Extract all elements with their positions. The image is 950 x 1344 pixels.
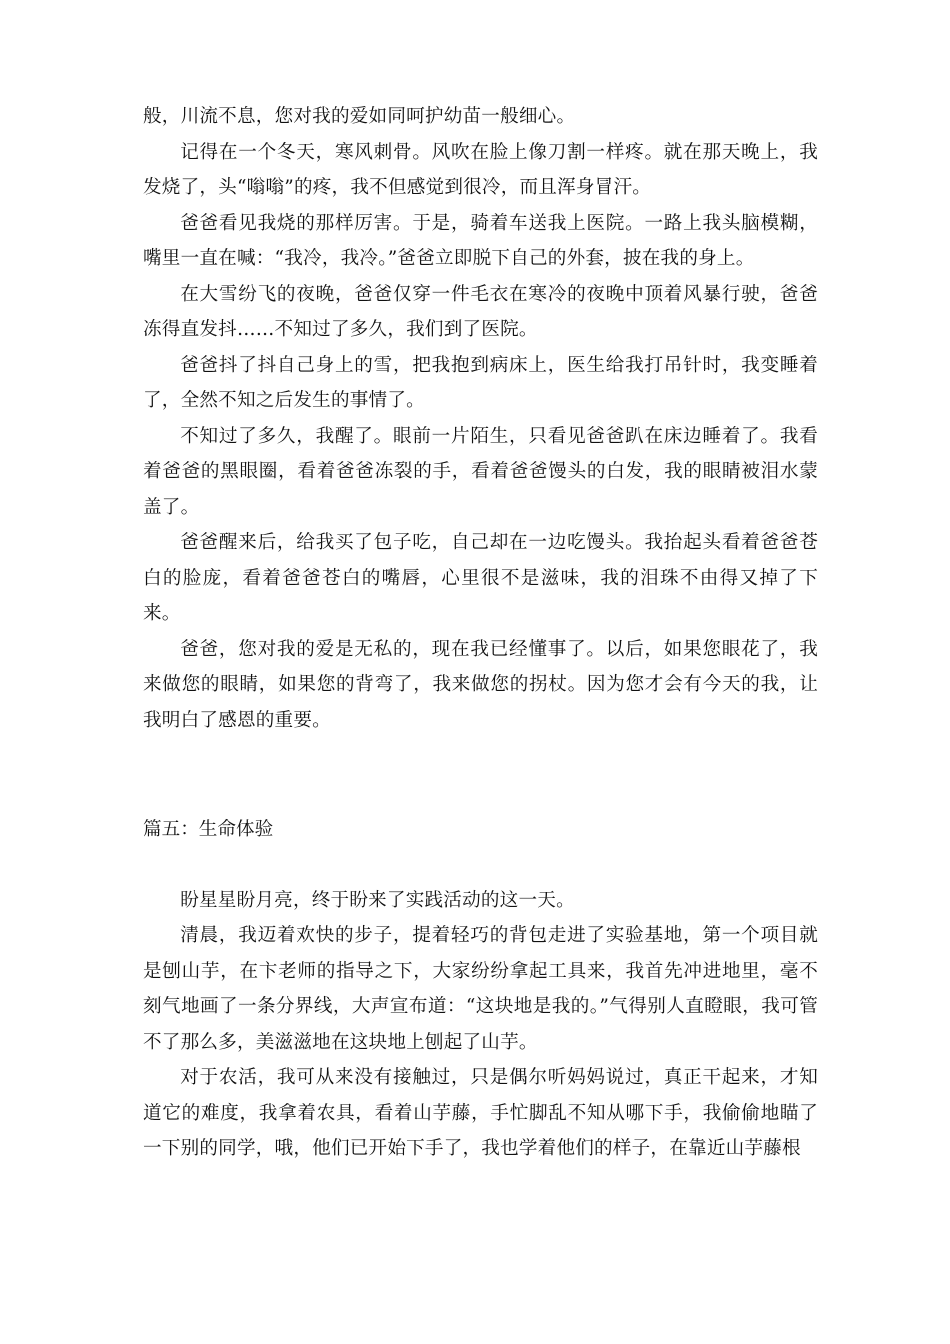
paragraph-7: 爸爸醒来后，给我买了包子吃，自己却在一边吃馒头。我抬起头看着爸爸苍白的脸庞，看着爸爸苍白的嘴唇，心里很不是滋味，我的泪珠不由得又掉了下来。 bbox=[143, 532, 818, 624]
paragraph-3: 爸爸看见我烧的那样厉害。于是，骑着车送我上医院。一路上我头脑模糊，嘴里一直在喊：“我冷，我冷。”爸爸立即脱下自己的外套，披在我的身上。 bbox=[143, 212, 818, 269]
paragraph-8: 爸爸，您对我的爱是无私的，现在我已经懂事了。以后，如果您眼花了，我来做您的眼睛，如果您的背弯了，我来做您的拐杖。因为您才会有今天的我，让我明白了感恩的重要。 bbox=[143, 638, 818, 731]
paragraph-1: 般，川流不息，您对我的爱如同呵护幼苗一般细心。 bbox=[143, 106, 576, 127]
paragraph-6: 不知过了多久，我醒了。眼前一片陌生，只看见爸爸趴在床边睡着了。我看着爸爸的黑眼圈，看着爸爸冻裂的手，看着爸爸馒头的白发，我的眼睛被泪水蒙盖了。 bbox=[143, 425, 818, 518]
paragraph-2: 记得在一个冬天，寒风刺骨。风吹在脸上像刀割一样疼。就在那天晚上，我发烧了，头“嗡嗡”的疼，我不但感觉到很冷，而且浑身冒汗。 bbox=[143, 141, 818, 198]
paragraph-10: 清晨，我迈着欢快的步子，提着轻巧的背包走进了实验基地，第一个项目就是刨山芋，在卞老师的指导之下，大家纷纷拿起工具来，我首先冲进地里，毫不刻气地画了一条分界线，大声宣布道：“这块地是我的。”气得别人直瞪眼，我可管不了那么多，美滋滋地在这块地上刨起了山芋。 bbox=[143, 925, 818, 1053]
section-heading: 篇五：生命体验 bbox=[143, 819, 274, 840]
paragraph-4: 在大雪纷飞的夜晚，爸爸仅穿一件毛衣在寒冷的夜晚中顶着风暴行驶，爸爸冻得直发抖……不知过了多久，我们到了医院。 bbox=[143, 283, 818, 340]
section-spacer bbox=[143, 848, 818, 883]
paragraph-5: 爸爸抖了抖自己身上的雪，把我抱到病床上，医生给我打吊针时，我变睡着了，全然不知之后发生的事情了。 bbox=[143, 354, 818, 411]
paragraph-9: 盼星星盼月亮，终于盼来了实践活动的这一天。 bbox=[180, 889, 575, 911]
paragraph-11: 对于农活，我可从来没有接触过，只是偶尔听妈妈说过，真正干起来，才知道它的难度，我拿着农具，看着山芋藤，手忙脚乱不知从哪下手，我偷偷地瞄了一下别的同学，哦，他们已开始下手了，我也学着他们的样子，在靠近山芋藤根 bbox=[143, 1067, 818, 1159]
document-page bbox=[143, 99, 818, 1167]
